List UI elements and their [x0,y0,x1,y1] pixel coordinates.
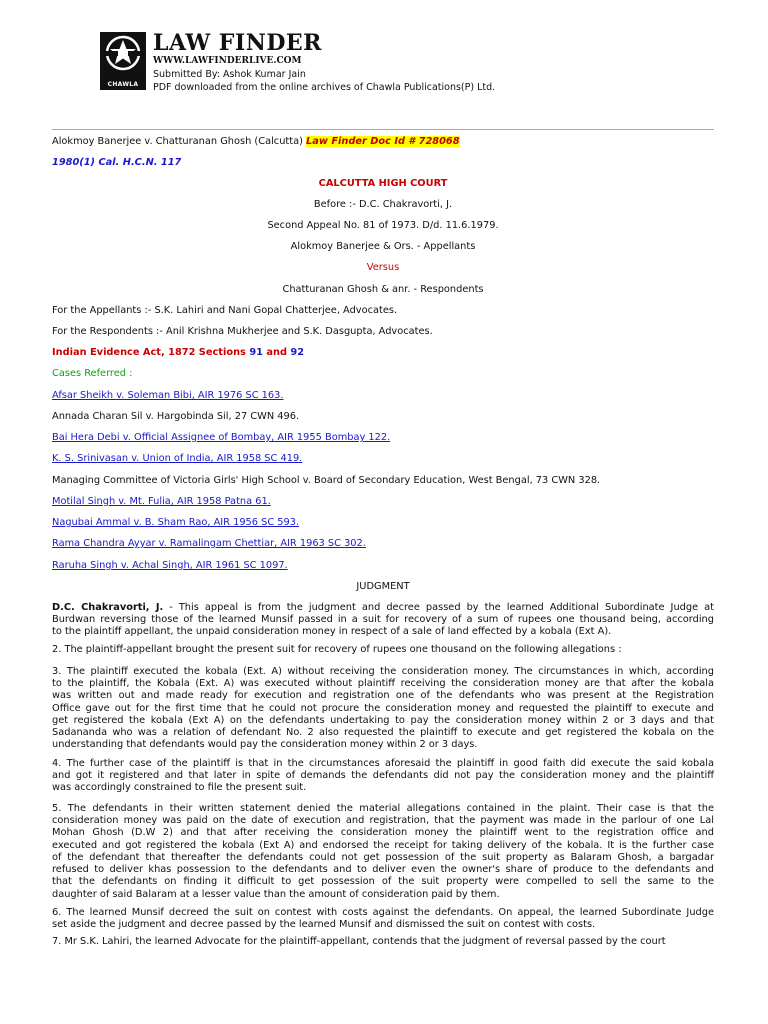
case-ref-5: Managing Committee of Victoria Girls' High School v. Board of Secondary Education, West Bengal, 73 CWN 328. [52,475,601,486]
judgment-para-6: 6. The learned Munsif decreed the suit on contest with costs against the defendants. On appeal, the learned Subordinate Judge set aside the judgment and decree passed by the learned Munsif and dismissed the suit on contest with costs. [52,907,714,931]
counsel-respondents: For the Respondents :- Anil Krishna Mukherjee and S.K. Dasgupta, Advocates. [52,326,433,337]
judgment-para-2: 2. The plaintiff-appellant brought the present suit for recovery of rupees one thousand on the following allegations : [52,644,622,655]
case-ref-1 [52,390,283,402]
case-link[interactable]: Rama Chandra Ayyar v. Ramalingam Chettiar, AIR 1963 SC 302. [52,538,366,549]
judgment-para-7: 7. Mr S.K. Lahiri, the learned Advocate for the plaintiff-appellant, contends that the judgment of reversal passed by the court [52,936,666,947]
statute-reference [52,347,304,359]
judgment-para-1: D.C. Chakravorti, J. - This appeal is from the judgment and decree passed by the learned Additional Subordinate Judge at Burdwan reversing those of the learned Munsif passed in a suit for recovery of a sum of rupees one thousand being, according to the plaintiff appellant, the unpaid consideration money in respect of a sale of land effected by a kobala (Ext A). [52,602,714,638]
case-ref-4 [52,453,302,465]
case-link[interactable]: Motilal Singh v. Mt. Fulia, AIR 1958 Patna 61. [52,496,271,507]
chawla-logo [100,32,146,90]
act-name: Indian Evidence Act, 1872 Sections [52,347,246,358]
case-link[interactable]: K. S. Srinivasan v. Union of India, AIR 1958 SC 419. [52,453,303,464]
case-ref-9 [52,560,288,572]
case-ref-2: Annada Charan Sil v. Hargobinda Sil, 27 CWN 496. [52,411,300,422]
submitted-by: Submitted By: Ashok Kumar Jain [153,69,306,80]
versus: Versus [366,262,400,273]
appeal-number: Second Appeal No. 81 of 1973. D/d. 11.6.1979. [267,220,499,231]
case-link[interactable]: Bai Hera Debi v. Official Assignee of Bombay, AIR 1955 Bombay 122. [52,432,391,443]
respondents: Chatturanan Ghosh & anr. - Respondents [282,284,484,295]
case-ref-8 [52,538,366,550]
case-title: Alokmoy Banerjee v. Chatturanan Ghosh (Calcutta) [52,136,303,147]
star-logo-icon [100,32,146,78]
act-section-92[interactable]: 92 [290,347,305,358]
pdf-note: PDF downloaded from the online archives of Chawla Publications(P) Ltd. [153,82,496,93]
doc-id-badge: Law Finder Doc Id # 728068 [306,136,460,147]
bench: Before :- D.C. Chakravorti, J. [313,199,453,210]
page-header [100,30,740,100]
judgment-para-5: 5. The defendants in their written statement denied the material allegations contained in the plaint. Their case is that the consideration money was paid on the date of execution and registration, that the payment was made in the parlour of one Lal Mohan Ghosh (D.W 2) and that after receiving the consideration money the plaintiff went to the registration office and executed and got registered the kobala (Ext A) and endorsed the receipt for taking delivery of the kobala. It is the further case of the defendant that thereafter the defendants could not get possession of the suit property as Balaram Ghosh, a bargadar refused to deliver khas possession to the defendants and to deliver even the owner's share of produce to the defendants and that the defendants on finding it difficult to get possession of the suit property were compelled to sell the same to the daughter of said Balaram at a lesser value than the amount of consideration paid by them. [52,803,714,900]
appellants: Alokmoy Banerjee & Ors. - Appellants [290,241,476,252]
case-ref-3 [52,432,390,444]
judgment-heading: JUDGMENT [356,581,410,592]
cases-referred-label: Cases Referred : [52,368,133,379]
brand-url[interactable]: WWW.LAWFINDERLIVE.COM [153,56,302,66]
brand-title: LAW FINDER [153,30,322,56]
court-name: CALCUTTA HIGH COURT [318,178,448,189]
act-section-91[interactable]: 91 [249,347,263,358]
case-link[interactable]: Afsar Sheikh v. Soleman Bibi, AIR 1976 SC 163. [52,390,284,401]
case-link[interactable]: Raruha Singh v. Achal Singh, AIR 1961 SC 1097. [52,560,288,571]
act-and: and [266,347,287,358]
counsel-appellants: For the Appellants :- S.K. Lahiri and Nani Gopal Chatterjee, Advocates. [52,305,398,316]
case-ref-6 [52,496,271,508]
case-title-line [52,136,460,148]
judgment-para-3: 3. The plaintiff executed the kobala (Ext. A) without receiving the consideration money. The circumstances in which, according to the plaintiff, the Kobala (Ext. A) was executed without plaintiff receiving the consideration money are that after the kobala was written out and made ready for execution and registration one of the defendants who was present at the Registration Office gave out for the first time that he could not procure the consideration money and requested the plaintiff to execute and get registered the kobala (Ext A) on the defendants undertaking to pay the consideration money within 2 or 3 days and that Sadananda who was a relation of defendant No. 2 also requested the plaintiff to execute and get registered the kobala on the understanding that defendants would pay the consideration money within 2 or 3 days. [52,666,714,751]
judge-name: D.C. Chakravorti, J. [52,602,164,613]
judgment-para-4: 4. The further case of the plaintiff is that in the circumstances aforesaid the plaintiff in good faith did execute the said kobala and got it registered and that later in spite of demands the defendants did not pay the consideration money and the plaintiff was accordingly constrained to file the present suit. [52,758,714,794]
header-divider [52,129,714,130]
case-link[interactable]: Nagubai Ammal v. B. Sham Rao, AIR 1956 SC 593. [52,517,300,528]
case-ref-7 [52,517,299,529]
logo-caption: CHAWLA [107,81,139,88]
citation: 1980(1) Cal. H.C.N. 117 [52,157,182,168]
